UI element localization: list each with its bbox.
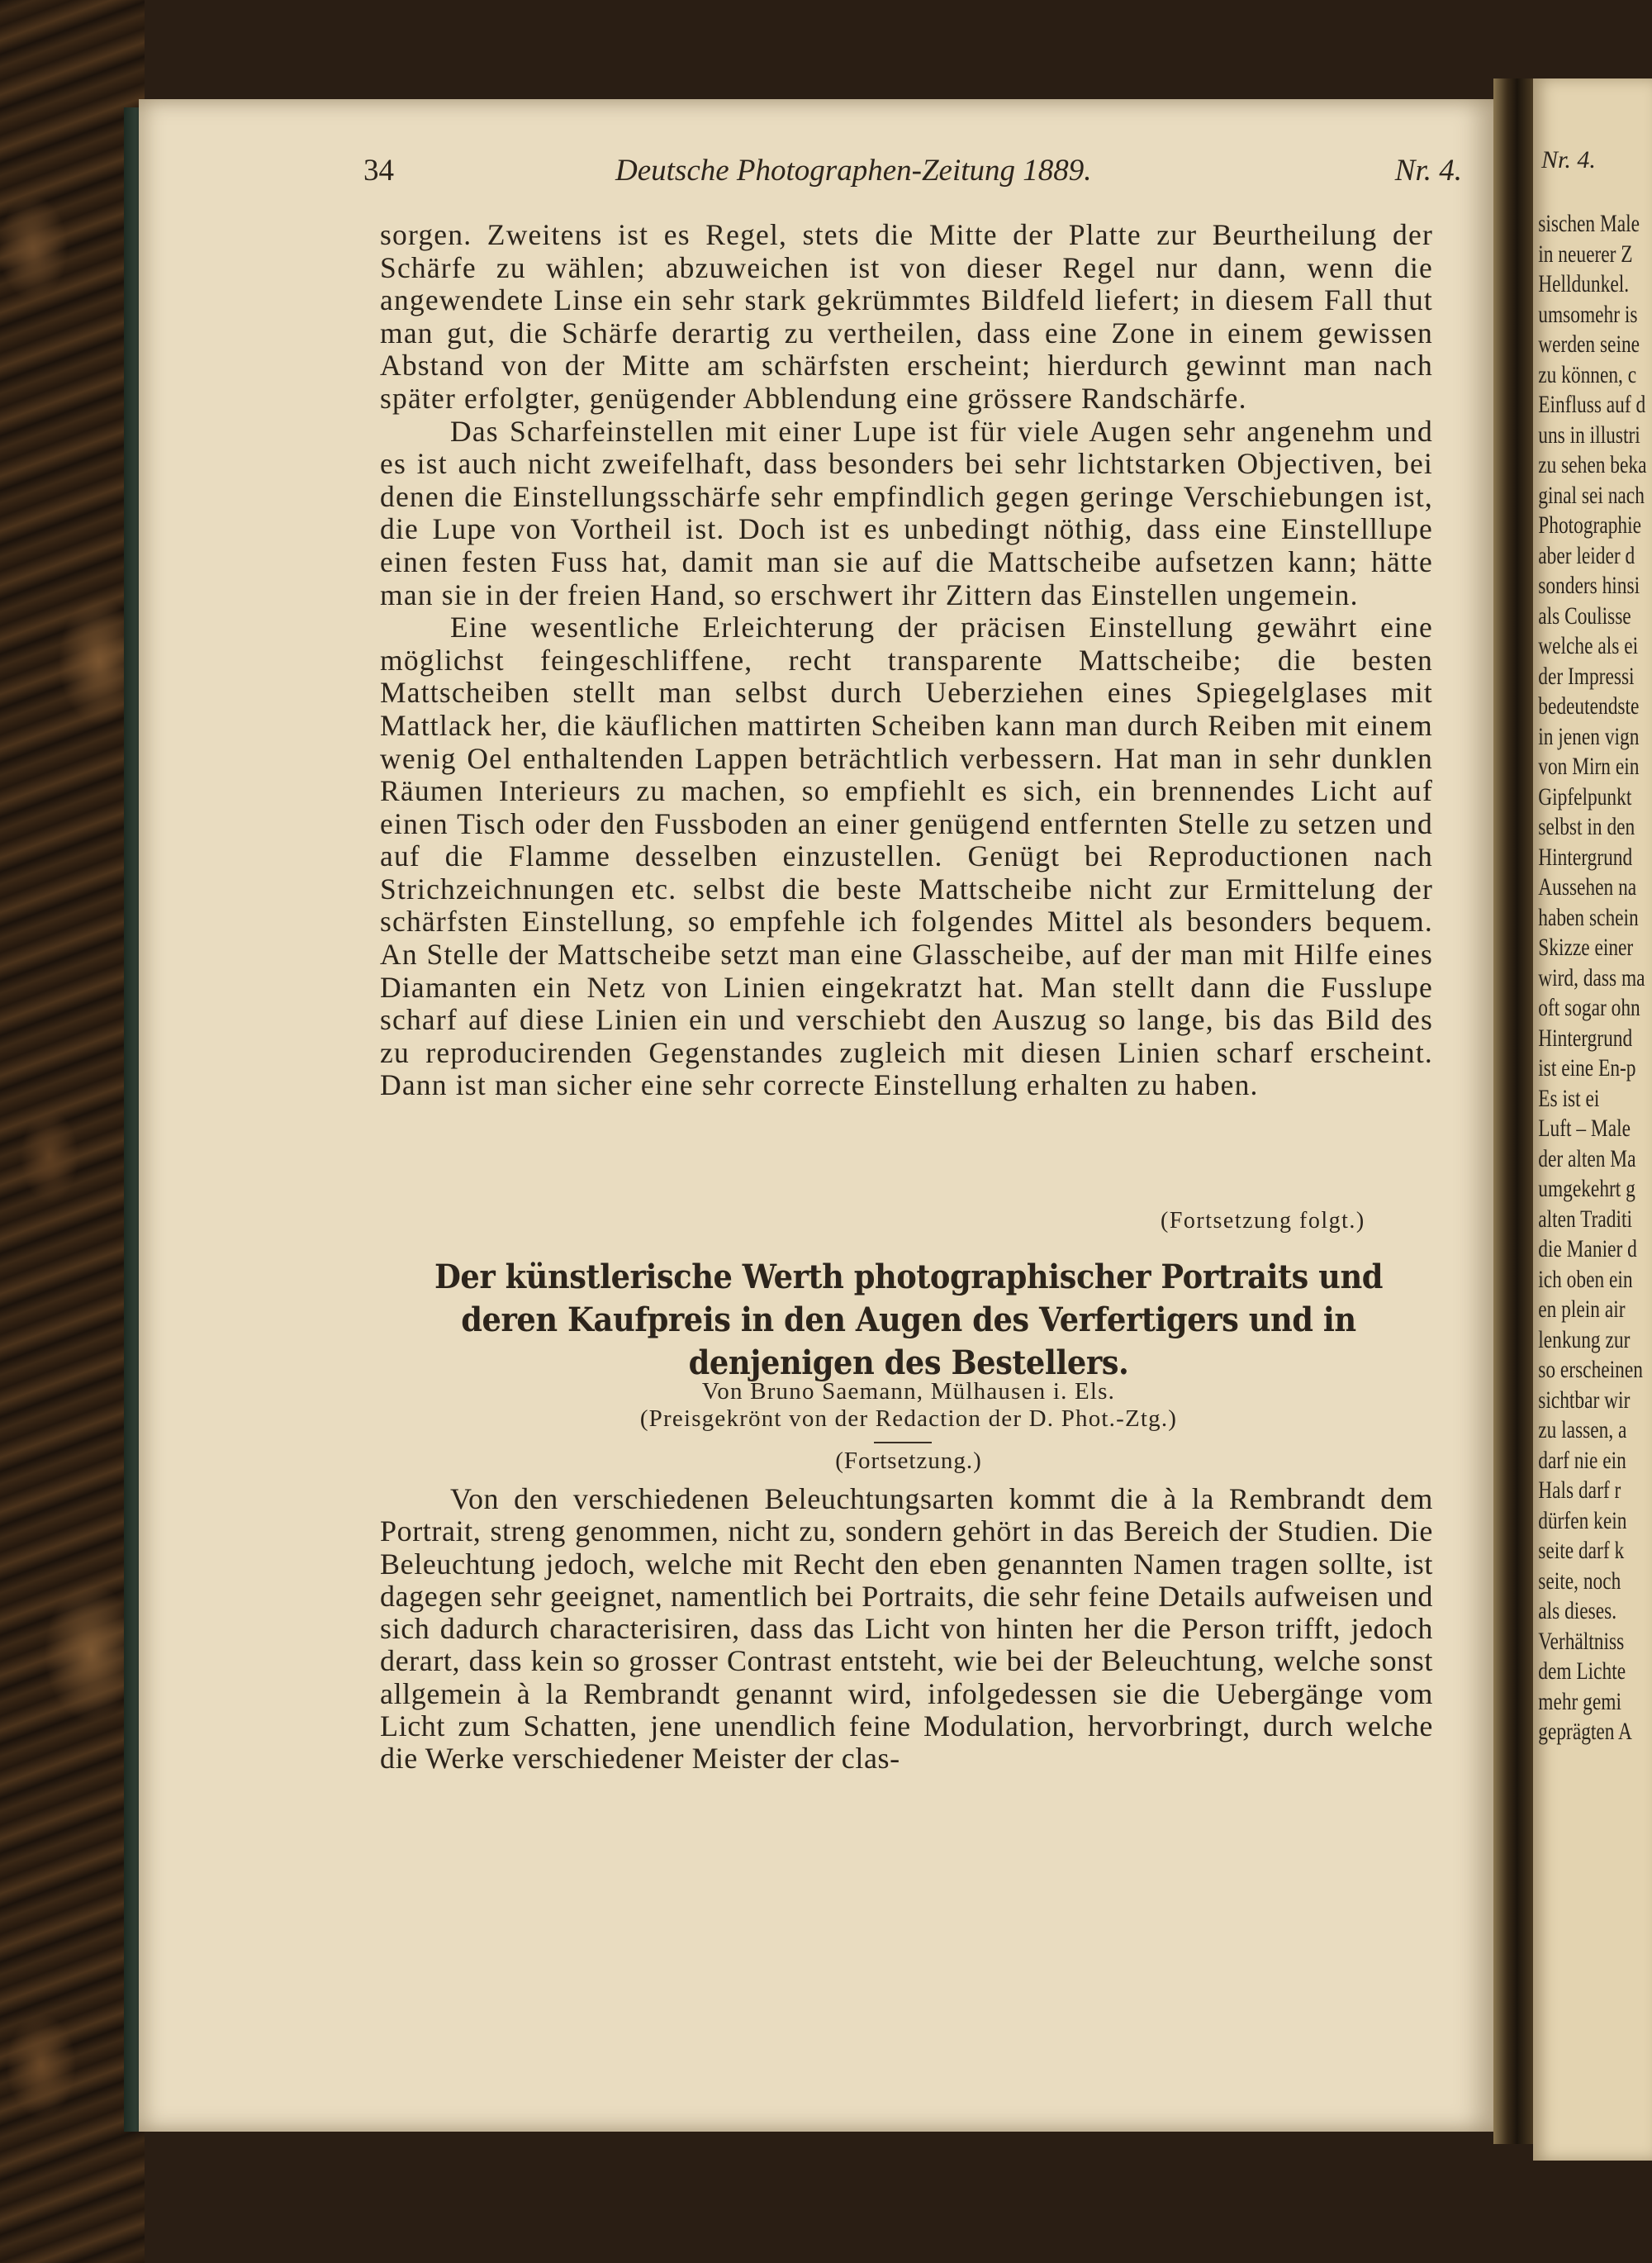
facing-page-line: darf nie ein [1538, 1446, 1626, 1474]
facing-page-line: so erscheinen [1538, 1356, 1643, 1383]
facing-page-line: als Coulisse [1538, 601, 1631, 630]
book-cover-marbled [0, 0, 145, 2263]
facing-page-line: als dieses. [1538, 1597, 1617, 1624]
facing-page-edge [1533, 78, 1652, 2161]
facing-page-line: zu können, c [1538, 360, 1637, 388]
facing-page-line: seite, noch [1538, 1567, 1621, 1595]
article-author: Von Bruno Saemann, Mülhausen i. Els. [701, 1378, 1116, 1405]
facing-page-line: Skizze einer [1538, 934, 1634, 961]
facing-page-line: Hals darf r [1538, 1476, 1621, 1504]
paragraph: Das Scharfeinstellen mit einer Lupe ist für viele Augen sehr angenehm und es ist auch nicht zweifelhaft, dass besonders bei sehr lichtstarken Objectiven, bei denen die Einstellungsschärfe sehr empfindlich gegen geringe Verschiebungen ist, die Lupe von Vortheil ist. Doch ist es unbedingt nöthig, dass eine Einstelllupe einen festen Fuss hat, damit man sie auf die Mattscheibe aufsetzen kann; hätte man sie in der freien Hand, so erschwert ihr Zittern das Einstellen ungemein. [380, 414, 1433, 611]
paragraph: Von den verschiedenen Beleuchtungsarten kommt die à la Rembrandt dem Portrait, streng genommen, nicht zu, sondern gehört in das Bereich der Studien. Die Beleuchtung jedoch, welche mit Recht den eben genannten Namen tragen sollte, ist dagegen sehr geeignet, namentlich bei Portraits, die sehr feine Details aufweisen und sich dadurch characterisiren, dass das Licht von hinten her die Person trifft, jedoch derart, dass kein so grosser Contrast entsteht, wie bei der Beleuchtung, welche sonst allgemein à la Rembrandt genannt wird, infolgedessen sie die Uebergänge vom Licht zum Schatten, jene unendlich feine Modulation, hervorbringt, durch welche die Werke verschiedener Meister der clas- [380, 1482, 1433, 1776]
facing-page-line: sonders hinsi [1538, 572, 1640, 599]
facing-page-line: die Manier d [1538, 1235, 1637, 1262]
facing-page-line: Verhältniss [1538, 1627, 1625, 1655]
page-number: 34 [363, 154, 394, 188]
facing-page-line: uns in illustri [1538, 421, 1640, 449]
facing-page-line: Hintergrund [1538, 1024, 1633, 1052]
facing-page-line: Photographie [1538, 511, 1642, 539]
facing-page-line: dem Lichte [1538, 1657, 1626, 1685]
facing-page-line: bedeutendste [1538, 692, 1640, 720]
facing-page-line: von Mirn ein [1538, 753, 1640, 780]
article-byline-block [380, 1378, 1437, 1433]
facing-page-line: Hintergrund [1538, 843, 1633, 871]
facing-page-header: Nr. 4. [1541, 146, 1596, 174]
journal-title: Deutsche Photographen-Zeitung 1889. [615, 154, 1092, 188]
article-award-note: (Preisgekrönt von der Redaction der D. Phot.-Ztg.) [639, 1405, 1178, 1432]
divider-rule [874, 1442, 932, 1443]
facing-page-line: aber leider d [1538, 541, 1635, 569]
page-gutter [1493, 78, 1533, 2144]
facing-page-line: Aussehen na [1538, 873, 1637, 901]
article-subheading: (Fortsetzung.) [835, 1448, 982, 1474]
facing-page-line: mehr gemi [1538, 1687, 1621, 1715]
section-continued-text [380, 219, 1433, 1102]
facing-page-fragments [1533, 209, 1652, 1747]
facing-page-line: Luft – Male [1538, 1115, 1631, 1142]
facing-page-line: dürfen kein [1538, 1506, 1627, 1534]
continuation-note: (Fortsetzung folgt.) [1161, 1208, 1365, 1234]
facing-page-line: alten Traditi [1538, 1205, 1632, 1233]
facing-page-line: lenkung zur [1538, 1325, 1631, 1353]
facing-page-line: en plein air [1538, 1296, 1626, 1323]
facing-page-line: Einfluss auf d [1538, 391, 1646, 418]
facing-page-line: ich oben ein [1538, 1265, 1633, 1293]
facing-page-line: der alten Ma [1538, 1144, 1636, 1172]
facing-page-line: ginal sei nach [1538, 481, 1645, 509]
facing-page-line: haben schein [1538, 903, 1639, 931]
facing-page-line: wird, dass ma [1538, 963, 1645, 991]
facing-page-line: umgekehrt g [1538, 1175, 1635, 1202]
running-head [363, 153, 1462, 194]
paragraph: Eine wesentliche Erleichterung der präcisen Einstellung gewährt eine möglichst feingeschliffene, recht transparente Mattscheibe; die besten Mattscheiben stellt man selbst durch Ueberziehen eines Spiegelglases mit Mattlack her, die käuflichen mattirten Scheiben kann man durch Reiben mit einem wenig Oel enthaltenden Lappen beträchtlich verbessern. Hat man in sehr dunklen Räumen Interieurs zu machen, so empfiehlt es sich, ein brennendes Licht auf einen Tisch oder den Fussboden an einer genügend entfernten Stelle zu setzen und auf die Flamme desselben einzustellen. Genügt bei Reproductionen nach Strichzeichnungen etc. selbst die beste Mattscheibe nicht zur Ermittelung der schärfsten Einstellung, so empfehle ich folgendes Mittel als besonders bequem. An Stelle der Mattscheibe setzt man eine Glasscheibe, auf der man mit Hilfe eines Diamanten ein Netz von Linien eingekratzt hat. Man stellt dann die Fusslupe scharf auf diese Linien ein und verschiebt den Auszug so lange, bis das Bild des zu reproducirenden Gegenstandes zugleich mit diesen Linien scharf erscheint. Dann ist man sicher eine sehr correcte Einstellung erhalten zu haben. [380, 611, 1433, 1102]
facing-page-line: werden seine [1538, 330, 1640, 358]
facing-page-line: umsomehr is [1538, 300, 1638, 328]
paragraph: sorgen. Zweitens ist es Regel, stets die Mitte der Platte zur Beurtheilung der Schärfe zu wählen; abzuweichen ist von dieser Regel nur dann, wenn die angewendete Linse ein sehr stark gekrümmtes Bildfeld liefert; in diesem Fall thut man gut, die Schärfe derartig zu vertheilen, dass eine Zone in einem gewissen Abstand von der Mitte am schärfsten erscheint; hierdurch gewinnt man nach später erfolgter, genügender Abblendung eine grössere Randschärfe. [380, 218, 1433, 415]
facing-page-line: welche als ei [1538, 632, 1639, 659]
article-title: Der künstlerische Werth photographischer Portraits und deren Kaufpreis in den Augen des Verfertigers und in denjenigen des Bestellers. [434, 1257, 1384, 1382]
facing-page-line: Es ist ei [1538, 1084, 1600, 1112]
article-body [380, 1483, 1433, 1776]
facing-page-line: selbst in den [1538, 813, 1635, 840]
facing-page-line: in jenen vign [1538, 722, 1640, 750]
facing-page-line: Helldunkel. [1538, 270, 1630, 297]
facing-page-line: seite darf k [1538, 1537, 1625, 1564]
facing-page-line: sichtbar wir [1538, 1386, 1631, 1414]
facing-page-line: zu lassen, a [1538, 1416, 1627, 1443]
facing-page-line: Gipfelpunkt [1538, 782, 1632, 811]
facing-page-line: geprägten A [1538, 1718, 1632, 1745]
facing-page-line: oft sogar ohn [1538, 994, 1640, 1021]
facing-page-line: sischen Male [1538, 210, 1640, 237]
facing-page-line: zu sehen beka [1538, 451, 1647, 478]
facing-page-line: der Impressi [1538, 662, 1635, 690]
facing-page-line: in neuerer Z [1538, 240, 1633, 268]
issue-number: Nr. 4. [1394, 154, 1462, 188]
facing-page-line: ist eine En-p [1538, 1054, 1636, 1082]
